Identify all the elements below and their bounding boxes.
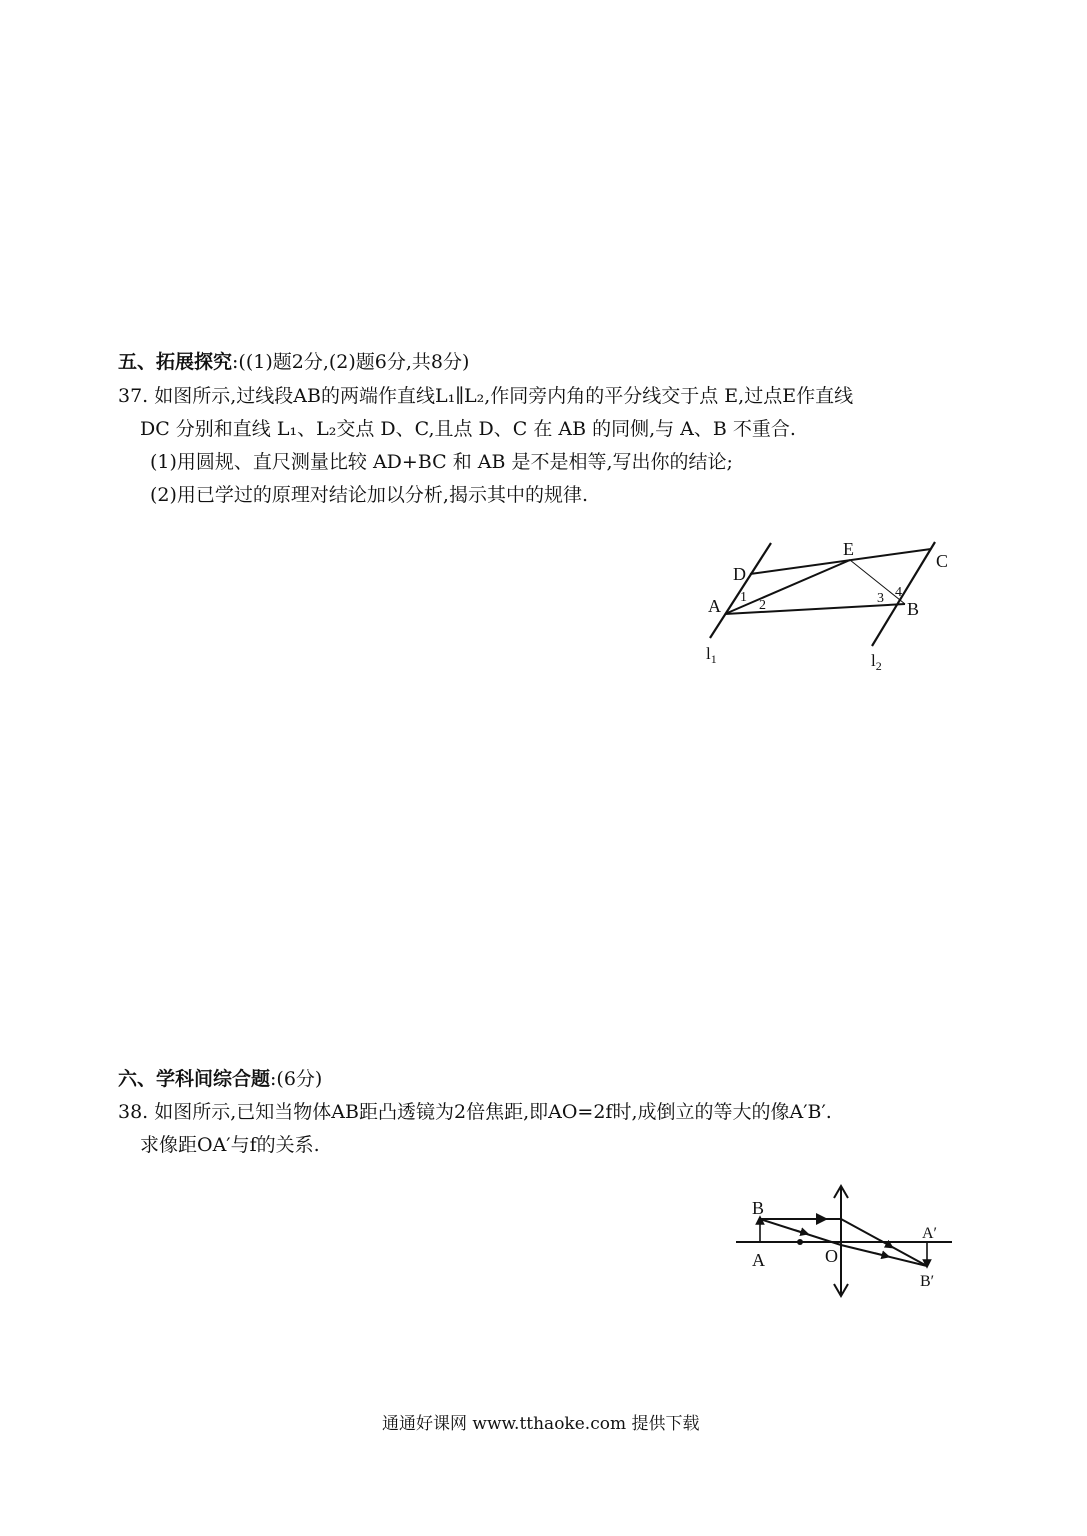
label-angle3: 3 [877, 591, 884, 606]
q38-line1: 38. 如图所示,已知当物体AB距凸透镜为2倍焦距,即AO=2f时,成倒立的等大的像A′B′. [118, 1101, 832, 1123]
section6-title [118, 1066, 322, 1092]
label-a: A [752, 1250, 765, 1270]
label-e: E [843, 539, 854, 559]
q38-line2: 求像距OA′与f的关系. [140, 1134, 320, 1156]
section6-score: :(6分) [270, 1068, 323, 1090]
q37-line1: 37. 如图所示,过线段AB的两端作直线L₁∥L₂,作同旁内角的平分线交于点 E,过点E作直线 [118, 385, 854, 407]
page-footer: 通通好课网 www.tthaoke.com 提供下载 [382, 1414, 700, 1434]
label-l2: $l_2$ [871, 651, 882, 673]
label-b: B [752, 1198, 765, 1218]
section5-title [118, 349, 469, 375]
q37-geometry-figure [700, 535, 980, 685]
q37-line2: DC 分别和直线 L₁、L₂交点 D、C,且点 D、C 在 AB 的同侧,与 A、B 不重合. [140, 418, 796, 440]
section5-score: :((1)题2分,(2)题6分,共8分) [232, 351, 470, 373]
label-a-prime: A′ [922, 1225, 938, 1242]
label-b-prime: B′ [920, 1273, 935, 1290]
label-angle2: 2 [759, 598, 766, 613]
segment-dc [750, 549, 931, 574]
q37-sub1: (1)用圆规、直尺测量比较 AD+BC 和 AB 是不是相等,写出你的结论; [150, 451, 733, 473]
label-l1: $l_1$ [706, 644, 717, 666]
label-o: O [825, 1246, 838, 1266]
label-c: C [936, 551, 949, 571]
label-b: B [907, 599, 920, 619]
q37-sub2: (2)用已学过的原理对结论加以分析,揭示其中的规律. [150, 484, 588, 506]
label-angle1: 1 [740, 590, 747, 605]
section5-heading: 五、拓展探究 [118, 351, 233, 373]
label-a: A [708, 596, 721, 616]
focus-point [797, 1239, 803, 1245]
label-angle4: 4 [895, 585, 902, 600]
section6-heading: 六、学科间综合题 [118, 1068, 271, 1090]
label-d: D [733, 564, 746, 584]
q38-lens-figure [730, 1182, 970, 1312]
